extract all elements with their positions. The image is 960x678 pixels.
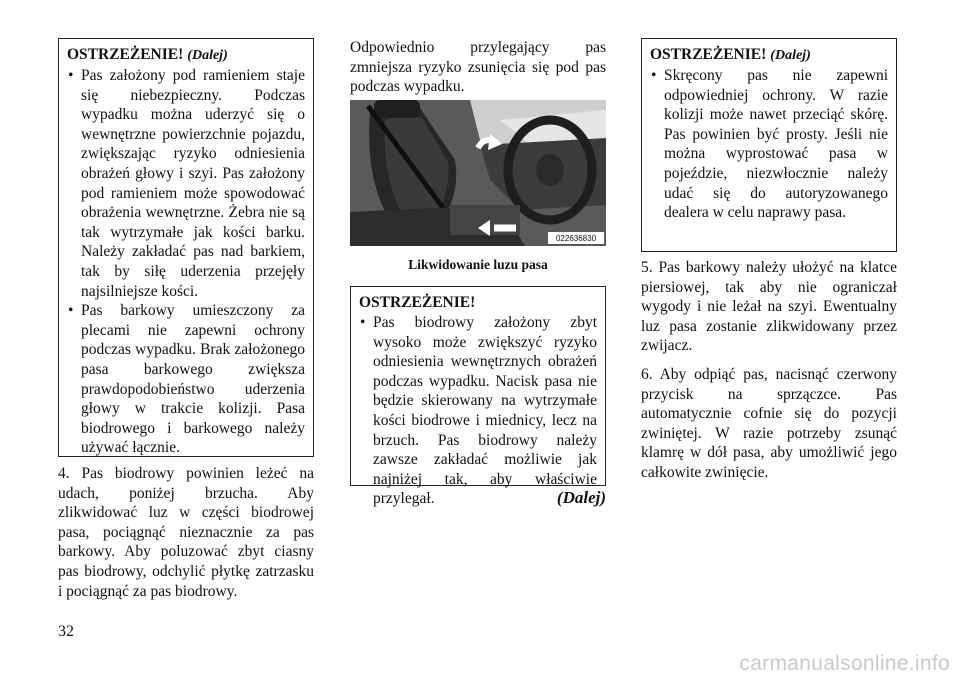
left-column <box>58 38 314 601</box>
warning-box-right <box>641 38 897 252</box>
page-number: 32 <box>58 623 74 640</box>
right-column <box>641 38 897 483</box>
warning-bullet: • Pas biodrowy założony zbyt wysoko może zwiększyć ryzyko odniesienia wewnętrznych obrażeń podczas wypadku. Nacisk pasa nie będzie skierowany na wytrzymałe kości biodrowe i miednicy, lecz na brzuch. Pas biodrowy należy zawsze zakładać możliwie jak najniżej tak, aby właściwie przylegał. <box>359 313 597 509</box>
middle-column <box>350 38 606 97</box>
seat-belt-figure <box>350 100 606 246</box>
continued-marker: (Dalej) <box>556 488 606 507</box>
warning-bullet: • Pas barkowy umieszczony za plecami nie zapewni ochrony podczas wypadku. Brak założonego pasa barkowego zwiększa prawdopodobieństwo uderzenia głowy w trakcie kolizji. Pasa biodrowego i barkowego należy używać łącznie. <box>67 301 305 458</box>
figure-code: 022636830 <box>555 234 597 243</box>
continued-label: (Dalej) <box>187 48 228 63</box>
figure-caption: Likwidowanie luzu pasa <box>408 257 548 272</box>
middle-warning-wrapper <box>350 286 606 508</box>
warning-bullet: • Pas założony pod ramieniem staje się niebezpieczny. Podczas wypadku można uderzyć się o wewnętrzne powierzchnie pojazdu, zwiększając ryzyko odniesienia obrażeń głowy i szyi. Pas założony pod ramieniem może spowodować obrażenia wewnętrzne. Żebra nie są tak wytrzymałe jak kości barku. Należy zakładać pas nad barkiem, tak by siłę uderzenia przejęły najsilniejsze kości. <box>67 66 305 301</box>
warning-bullet: • Skręcony pas nie zapewni odpowiedniej ochrony. W razie kolizji może nawet przeciąć skórę. Pas powinien być prosty. Jeśli nie można wyprostować pasa w pojeździe, niezwłocznie należy udać się do autoryzowanego dealera w celu naprawy pasa. <box>650 66 888 223</box>
warning-title: OSTRZEŻENIE! (Dalej) <box>650 46 811 63</box>
watermark: carmanualsonline.info <box>739 652 950 675</box>
intro-paragraph: Odpowiednio przylegający pas zmniejsza ryzyko zsunięcia się pod pas podczas wypadku. <box>350 39 606 96</box>
step-4-paragraph: 4. Pas biodrowy powinien leżeć na udach, poniżej brzucha. Aby zlikwidować luz w części biodrowej pasa, pociągnąć nieznacznie za pas barkowy. Aby poluzować zbyt ciasny pas biodrowy, odchylić płytkę zatrzasku i pociągnąć za pas biodrowy. <box>58 465 314 600</box>
car-interior-illustration <box>350 100 606 246</box>
warning-title: OSTRZEŻENIE! (Dalej) <box>67 46 228 63</box>
step-6-paragraph: 6. Aby odpiąć pas, nacisnąć czerwony przycisk na sprzączce. Pas automatycznie cofnie się do pozycji zwiniętej. W razie potrzeby zsunąć klamrę w dół pasa, aby umożliwić jego całkowite zwinięcie. <box>641 365 897 481</box>
step-5-paragraph: 5. Pas barkowy należy ułożyć na klatce piersiowej, tak aby nie ograniczał wygody i nie leżał na szyi. Ewentualny luz pasa zostanie zlikwidowany przez zwijacz. <box>641 259 897 355</box>
warning-title: OSTRZEŻENIE! <box>359 294 476 311</box>
continued-label: (Dalej) <box>770 48 811 63</box>
warning-box-left <box>58 38 314 457</box>
